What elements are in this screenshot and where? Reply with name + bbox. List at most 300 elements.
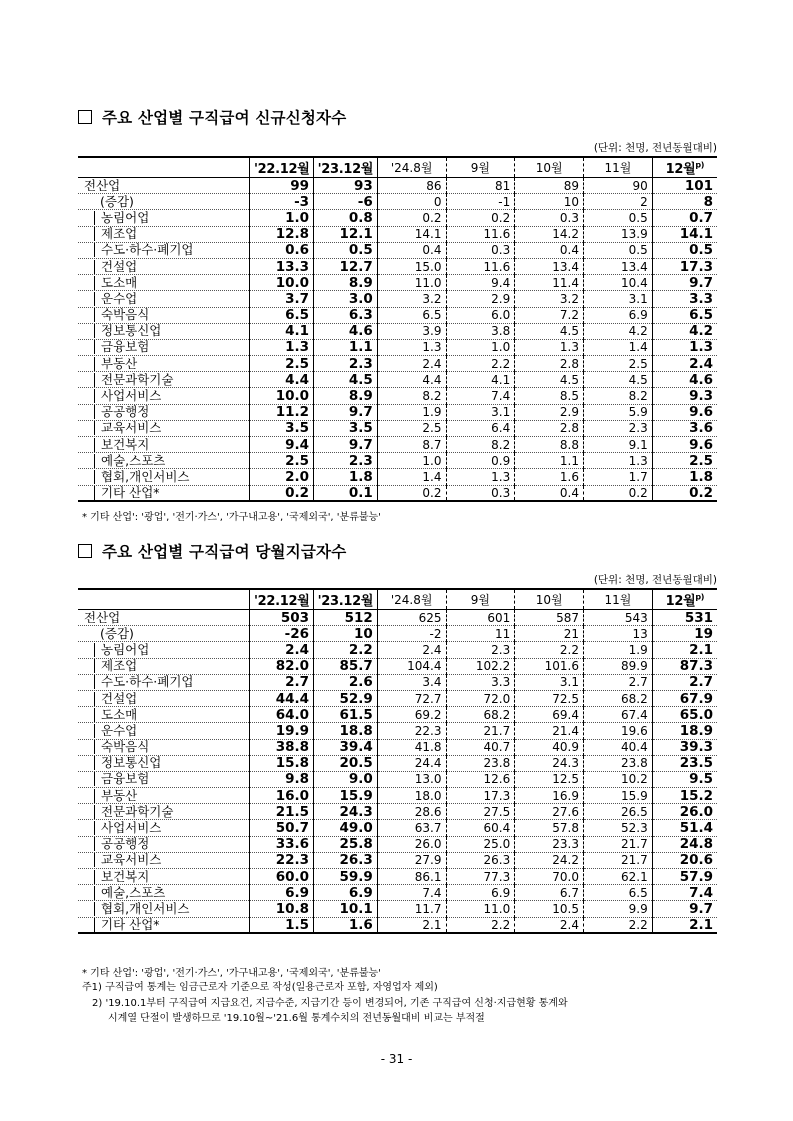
value-cell: 1.8	[652, 469, 717, 485]
value-cell: 2.2	[446, 356, 515, 372]
value-cell: 21.7	[584, 852, 653, 868]
value-cell: 1.1	[314, 339, 378, 355]
value-cell: 4.6	[314, 323, 378, 339]
value-cell: 72.7	[377, 690, 446, 706]
value-cell: 1.3	[515, 339, 584, 355]
value-cell: 8.9	[314, 388, 378, 404]
table-row	[78, 610, 717, 626]
row-label-text: 건설업	[94, 260, 249, 274]
row-label	[78, 658, 250, 674]
column-header: 10월	[515, 589, 584, 610]
value-cell: 13.4	[584, 258, 653, 274]
value-cell: 101	[652, 178, 717, 194]
section-title-new-applicants	[78, 106, 346, 128]
value-cell: 1.3	[652, 339, 717, 355]
row-label-text: 제조업	[94, 227, 249, 241]
value-cell: 4.5	[515, 323, 584, 339]
row-label	[78, 323, 250, 339]
value-cell: 0.1	[314, 485, 378, 501]
table-row	[78, 258, 717, 274]
table-row	[78, 437, 717, 453]
value-cell: 72.0	[446, 690, 515, 706]
value-cell: 7.2	[515, 307, 584, 323]
value-cell: 6.5	[377, 307, 446, 323]
unit-label: (단위: 천명, 전년동월대비)	[593, 142, 717, 154]
table-row	[78, 356, 717, 372]
value-cell: 0.2	[584, 485, 653, 501]
monthly-recipients-table	[78, 588, 717, 934]
value-cell: 8.2	[584, 388, 653, 404]
table-row	[78, 242, 717, 258]
row-label	[78, 674, 250, 690]
value-cell: 20.6	[652, 852, 717, 868]
table-row	[78, 420, 717, 436]
footnote-other-industries: * 기타 산업': '광업', '전기·가스', '가구내고용', '국제외국', '분류불능'	[82, 968, 381, 979]
value-cell: 26.3	[446, 852, 515, 868]
row-label	[78, 242, 250, 258]
value-cell: 12.7	[314, 258, 378, 274]
section-title-text: 주요 산업별 구직급여 신규신청자수	[102, 109, 347, 127]
value-cell: 8.2	[377, 388, 446, 404]
table-row	[78, 674, 717, 690]
value-cell: 1.9	[377, 404, 446, 420]
value-cell: 52.3	[584, 820, 653, 836]
value-cell: 89.9	[584, 658, 653, 674]
value-cell: 11	[446, 626, 515, 642]
value-cell: 23.5	[652, 755, 717, 771]
table-row	[78, 917, 717, 933]
footnote-other-industries: * 기타 산업': '광업', '전기·가스', '가구내고용', '국제외국', '분류불능'	[82, 512, 381, 523]
value-cell: 9.5	[652, 771, 717, 787]
value-cell: 0.2	[446, 210, 515, 226]
row-label-text: 숙박음식	[94, 308, 249, 322]
row-label	[78, 723, 250, 739]
row-label: (증감)	[78, 626, 250, 642]
value-cell: -26	[250, 626, 314, 642]
value-cell: 2.4	[652, 356, 717, 372]
row-label-text: 공공행정	[94, 405, 249, 419]
row-label	[78, 739, 250, 755]
value-cell: 68.2	[446, 707, 515, 723]
value-cell: 60.0	[250, 869, 314, 885]
column-header: '24.8월	[377, 157, 446, 178]
value-cell: 4.5	[584, 372, 653, 388]
row-label-text: 건설업	[94, 692, 249, 706]
value-cell: 4.5	[515, 372, 584, 388]
value-cell: 62.1	[584, 869, 653, 885]
row-label-text: 운수업	[94, 724, 249, 738]
value-cell: 4.4	[377, 372, 446, 388]
value-cell: 3.1	[515, 674, 584, 690]
value-cell: 13	[584, 626, 653, 642]
value-cell: 49.0	[314, 820, 378, 836]
row-label	[78, 885, 250, 901]
value-cell: 3.1	[446, 404, 515, 420]
row-label	[78, 388, 250, 404]
column-header: 11월	[584, 157, 653, 178]
value-cell: -6	[314, 194, 378, 210]
row-label-text: 전문과학기술	[94, 805, 249, 819]
value-cell: 0.2	[250, 485, 314, 501]
row-label	[78, 788, 250, 804]
row-label-text: 운수업	[94, 292, 249, 306]
value-cell: 9.7	[652, 901, 717, 917]
value-cell: 1.8	[314, 469, 378, 485]
value-cell: 531	[652, 610, 717, 626]
row-label-text: 기타 산업*	[94, 486, 249, 500]
value-cell: 2.4	[377, 642, 446, 658]
value-cell: 1.3	[377, 339, 446, 355]
row-label-text: 예술,스포츠	[94, 886, 249, 900]
table-row	[78, 723, 717, 739]
column-header	[652, 589, 717, 610]
value-cell: 17.3	[652, 258, 717, 274]
column-header	[652, 157, 717, 178]
value-cell: 2.5	[250, 453, 314, 469]
value-cell: 1.7	[584, 469, 653, 485]
value-cell: 4.1	[250, 323, 314, 339]
row-label-text: 제조업	[94, 659, 249, 673]
value-cell: 1.9	[584, 642, 653, 658]
value-cell: 6.5	[652, 307, 717, 323]
value-cell: 2.1	[652, 642, 717, 658]
value-cell: 4.1	[446, 372, 515, 388]
value-cell: 1.0	[446, 339, 515, 355]
value-cell: 0.4	[515, 242, 584, 258]
table-row	[78, 469, 717, 485]
value-cell: 26.0	[652, 804, 717, 820]
value-cell: 4.6	[652, 372, 717, 388]
value-cell: 82.0	[250, 658, 314, 674]
value-cell: 9.7	[314, 404, 378, 420]
value-cell: 9.0	[314, 771, 378, 787]
row-label-text: 사업서비스	[94, 821, 249, 835]
value-cell: 0.4	[377, 242, 446, 258]
table-row	[78, 307, 717, 323]
value-cell: 85.7	[314, 658, 378, 674]
value-cell: 8.2	[446, 437, 515, 453]
value-cell: 8.5	[515, 388, 584, 404]
value-cell: 2.4	[377, 356, 446, 372]
value-cell: 9.9	[584, 901, 653, 917]
value-cell: 3.8	[446, 323, 515, 339]
table-row	[78, 739, 717, 755]
value-cell: 87.3	[652, 658, 717, 674]
value-cell: 64.0	[250, 707, 314, 723]
value-cell: 52.9	[314, 690, 378, 706]
column-header: 10월	[515, 157, 584, 178]
value-cell: 11.0	[446, 901, 515, 917]
row-label	[78, 437, 250, 453]
value-cell: 9.7	[314, 437, 378, 453]
value-cell: 15.9	[314, 788, 378, 804]
value-cell: 0.2	[377, 485, 446, 501]
value-cell: 9.7	[652, 275, 717, 291]
row-label	[78, 275, 250, 291]
row-label-text: 부동산	[94, 357, 249, 371]
row-label-text: 농림어업	[94, 211, 249, 225]
value-cell: 2.3	[314, 356, 378, 372]
table-row	[78, 275, 717, 291]
value-cell: 23.8	[584, 755, 653, 771]
table-row	[78, 404, 717, 420]
value-cell: 601	[446, 610, 515, 626]
value-cell: 1.4	[584, 339, 653, 355]
value-cell: 3.3	[446, 674, 515, 690]
row-label: 전산업	[78, 610, 250, 626]
value-cell: 18.9	[652, 723, 717, 739]
table-row	[78, 323, 717, 339]
value-cell: 1.1	[515, 453, 584, 469]
table-row	[78, 642, 717, 658]
value-cell: 9.1	[584, 437, 653, 453]
value-cell: 3.2	[515, 291, 584, 307]
value-cell: 2.3	[446, 642, 515, 658]
value-cell: 10	[515, 194, 584, 210]
value-cell: 102.2	[446, 658, 515, 674]
row-label	[78, 836, 250, 852]
value-cell: 89	[515, 178, 584, 194]
row-label-text: 수도·하수·폐기업	[94, 243, 249, 257]
row-label	[78, 771, 250, 787]
value-cell: 72.5	[515, 690, 584, 706]
value-cell: 512	[314, 610, 378, 626]
value-cell: 24.8	[652, 836, 717, 852]
value-cell: 14.1	[652, 226, 717, 242]
value-cell: 7.4	[446, 388, 515, 404]
row-label-text: 협회,개인서비스	[94, 470, 249, 484]
value-cell: 5.9	[584, 404, 653, 420]
note-2-line-2: 시계열 단절이 발생하므로 '19.10월~'21.6월 통계수치의 전년동월대비 비교는 부적절	[108, 1013, 485, 1024]
table-row	[78, 194, 717, 210]
value-cell: 0.5	[314, 242, 378, 258]
value-cell: 15.9	[584, 788, 653, 804]
row-label	[78, 755, 250, 771]
value-cell: 2.9	[515, 404, 584, 420]
row-label	[78, 852, 250, 868]
value-cell: 9.6	[652, 437, 717, 453]
value-cell: 1.3	[250, 339, 314, 355]
value-cell: 2	[584, 194, 653, 210]
value-cell: 10.5	[515, 901, 584, 917]
page-number: - 31 -	[380, 1052, 413, 1066]
value-cell: 17.3	[446, 788, 515, 804]
table-row	[78, 852, 717, 868]
value-cell: 99	[250, 178, 314, 194]
table-header-row	[78, 157, 717, 178]
value-cell: 3.1	[584, 291, 653, 307]
row-label-text: 보건복지	[94, 438, 249, 452]
value-cell: 2.8	[515, 356, 584, 372]
table-row	[78, 626, 717, 642]
value-cell: 10.0	[250, 388, 314, 404]
table-row	[78, 804, 717, 820]
value-cell: 9.6	[652, 404, 717, 420]
table-row	[78, 788, 717, 804]
value-cell: 6.9	[250, 885, 314, 901]
value-cell: 11.2	[250, 404, 314, 420]
value-cell: 11.0	[377, 275, 446, 291]
value-cell: 24.2	[515, 852, 584, 868]
value-cell: 2.4	[250, 642, 314, 658]
value-cell: 51.4	[652, 820, 717, 836]
value-cell: 7.4	[377, 885, 446, 901]
value-cell: 2.7	[584, 674, 653, 690]
table-row	[78, 836, 717, 852]
row-label	[78, 291, 250, 307]
value-cell: 2.2	[515, 642, 584, 658]
value-cell: 4.2	[652, 323, 717, 339]
table-row	[78, 690, 717, 706]
value-cell: 11.6	[446, 258, 515, 274]
value-cell: 68.2	[584, 690, 653, 706]
value-cell: 9.4	[446, 275, 515, 291]
row-label-text: 금융보험	[94, 340, 249, 354]
row-label-text: 수도·하수·폐기업	[94, 675, 249, 689]
value-cell: 14.2	[515, 226, 584, 242]
table-row	[78, 885, 717, 901]
value-cell: 60.4	[446, 820, 515, 836]
value-cell: 2.2	[314, 642, 378, 658]
row-label-text: 정보통신업	[94, 324, 249, 338]
value-cell: 6.9	[314, 885, 378, 901]
value-cell: 2.5	[584, 356, 653, 372]
row-label	[78, 642, 250, 658]
note-2-line-1: 2) '19.10.1부터 구직급여 지급요건, 지급수준, 지급기간 등이 변경되어, 기존 구직급여 신청·지급현황 통계와	[92, 998, 568, 1009]
value-cell: 0.5	[584, 242, 653, 258]
row-label-text: 금융보험	[94, 772, 249, 786]
value-cell: 2.4	[515, 917, 584, 933]
value-cell: 6.0	[446, 307, 515, 323]
row-label	[78, 485, 250, 501]
row-label-text: 교육서비스	[94, 853, 249, 867]
value-cell: 2.7	[250, 674, 314, 690]
value-cell: 39.3	[652, 739, 717, 755]
value-cell: 27.9	[377, 852, 446, 868]
value-cell: 1.3	[446, 469, 515, 485]
value-cell: 2.6	[314, 674, 378, 690]
value-cell: 20.5	[314, 755, 378, 771]
table-row	[78, 901, 717, 917]
value-cell: 1.4	[377, 469, 446, 485]
value-cell: 0.7	[652, 210, 717, 226]
value-cell: 6.5	[584, 885, 653, 901]
checkbox-square-icon	[78, 544, 92, 558]
value-cell: 0.8	[314, 210, 378, 226]
table-row	[78, 291, 717, 307]
value-cell: 6.4	[446, 420, 515, 436]
row-label	[78, 804, 250, 820]
row-label	[78, 707, 250, 723]
value-cell: 25.8	[314, 836, 378, 852]
row-label	[78, 210, 250, 226]
value-cell: 0.2	[652, 485, 717, 501]
value-cell: 587	[515, 610, 584, 626]
row-label-text: 도소매	[94, 276, 249, 290]
value-cell: 21.5	[250, 804, 314, 820]
value-cell: 3.7	[250, 291, 314, 307]
value-cell: 26.0	[377, 836, 446, 852]
value-cell: 3.0	[314, 291, 378, 307]
value-cell: 2.0	[250, 469, 314, 485]
row-label	[78, 820, 250, 836]
table-row	[78, 226, 717, 242]
value-cell: 27.5	[446, 804, 515, 820]
row-label	[78, 869, 250, 885]
section-title-text: 주요 산업별 구직급여 당월지급자수	[102, 543, 347, 561]
value-cell: 0.3	[446, 485, 515, 501]
value-cell: 26.5	[584, 804, 653, 820]
value-cell: 6.9	[446, 885, 515, 901]
value-cell: 28.6	[377, 804, 446, 820]
value-cell: 23.3	[515, 836, 584, 852]
value-cell: 18.8	[314, 723, 378, 739]
value-cell: 81	[446, 178, 515, 194]
value-cell: 0.2	[377, 210, 446, 226]
value-cell: 8.9	[314, 275, 378, 291]
value-cell: 2.1	[652, 917, 717, 933]
row-label-text: 예술,스포츠	[94, 454, 249, 468]
value-cell: 69.2	[377, 707, 446, 723]
value-cell: 625	[377, 610, 446, 626]
value-cell: 7.4	[652, 885, 717, 901]
value-cell: 2.2	[446, 917, 515, 933]
table-row	[78, 210, 717, 226]
value-cell: 2.3	[584, 420, 653, 436]
value-cell: 26.3	[314, 852, 378, 868]
value-cell: 15.0	[377, 258, 446, 274]
value-cell: 16.9	[515, 788, 584, 804]
value-cell: 13.0	[377, 771, 446, 787]
value-cell: 13.4	[515, 258, 584, 274]
value-cell: 19	[652, 626, 717, 642]
column-header-text: 12월	[665, 162, 696, 177]
value-cell: 90	[584, 178, 653, 194]
column-header: '23.12월	[314, 157, 378, 178]
row-label-text: 부동산	[94, 789, 249, 803]
column-header-text: 12월	[665, 594, 696, 609]
row-label-text: 기타 산업*	[94, 918, 249, 932]
value-cell: 15.2	[652, 788, 717, 804]
value-cell: 57.9	[652, 869, 717, 885]
value-cell: 10.0	[250, 275, 314, 291]
value-cell: 14.1	[377, 226, 446, 242]
value-cell: 2.1	[377, 917, 446, 933]
value-cell: 41.8	[377, 739, 446, 755]
value-cell: 93	[314, 178, 378, 194]
value-cell: 0.3	[515, 210, 584, 226]
table-row	[78, 178, 717, 194]
column-header: '23.12월	[314, 589, 378, 610]
value-cell: 1.0	[250, 210, 314, 226]
row-label	[78, 469, 250, 485]
value-cell: 65.0	[652, 707, 717, 723]
value-cell: 101.6	[515, 658, 584, 674]
value-cell: 2.7	[652, 674, 717, 690]
row-label-text: 전문과학기술	[94, 373, 249, 387]
value-cell: 27.6	[515, 804, 584, 820]
value-cell: 543	[584, 610, 653, 626]
value-cell: 21	[515, 626, 584, 642]
row-label-text: 사업서비스	[94, 389, 249, 403]
preliminary-mark: p)	[695, 592, 705, 602]
value-cell: 3.3	[652, 291, 717, 307]
note-1: 주1) 구직급여 통계는 임금근로자 기준으로 작성(일용근로자 포함, 자영업자 제외)	[82, 982, 438, 993]
value-cell: 10.1	[314, 901, 378, 917]
value-cell: 12.1	[314, 226, 378, 242]
value-cell: 21.7	[446, 723, 515, 739]
value-cell: 1.3	[584, 453, 653, 469]
